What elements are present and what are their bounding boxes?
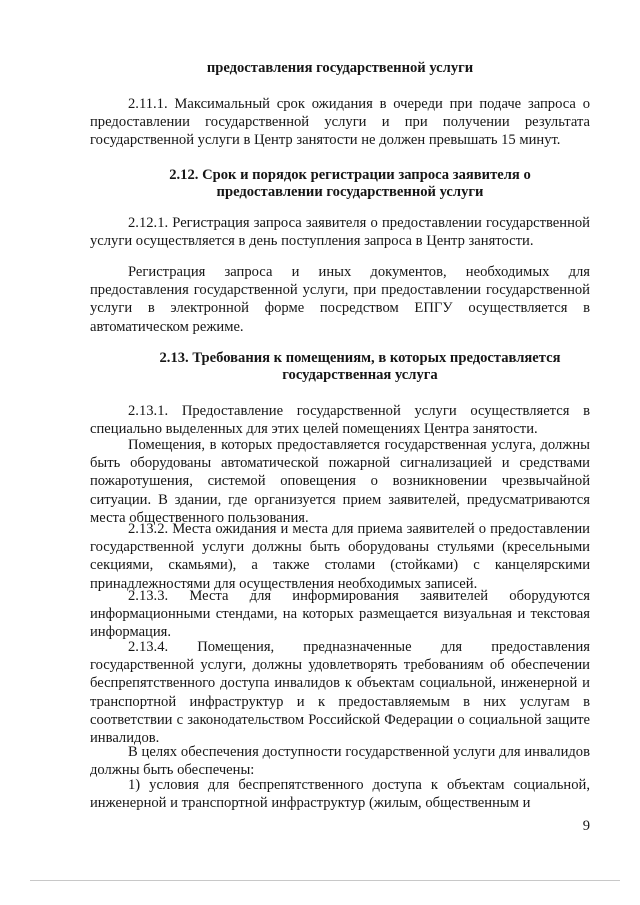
paragraph-2-13-4: 2.13.4. Помещения, предназначенные для предоставления государственной услуги, должны удовлетворять требованиям об обеспечении беспрепятственного доступа инвалидов к объектам социальной, инженерной и транспортной инфраструктур и к предоставляемым в них услугам в соответствии с законодательством Российской Федерации о социальной защите инвалидов. [90,639,590,747]
section-heading-2-13: 2.13. Требования к помещениям, в которых предоставляется государственная услуга [159,350,561,383]
page-number: 9 [582,818,590,834]
paragraph-2-13-2: 2.13.2. Места ожидания и места для приема заявителей о предоставлении государственной услуги должны быть оборудованы стульями (кресельными секциями, скамьями), а также столами (стойками) с канцелярскими принадлежностями для осуществления необходимых записей. [90,521,590,592]
paragraph-2-13-1: 2.13.1. Предоставление государственной услуги осуществляется в специально выделенных для этих целей помещениях Центра занятости. [90,403,590,438]
paragraph-list-item-1: 1) условия для беспрепятственного доступа к объектам социальной, инженерной и транспортной инфраструктур (жилым, общественным и [90,777,590,812]
scan-edge-line [30,880,620,881]
paragraph-2-13-1-cont: Помещения, в которых предоставляется государственная услуга, должны быть оборудованы автоматической пожарной сигнализацией и средствами пожаротушения, системой оповещения о возникновении чрезвычайной ситуации. В здании, где организуется прием заявителей, предусматриваются места общественного пользования. [90,437,590,526]
top-heading: предоставления государственной услуги [206,60,474,76]
paragraph-2-12-1: 2.12.1. Регистрация запроса заявителя о предоставлении государственной услуги осуществляется в день поступления запроса в Центр занятости. [90,215,590,250]
paragraph-2-13-4-cont: В целях обеспечения доступности государственной услуги для инвалидов должны быть обеспечены: [90,744,590,779]
section-heading-2-12: 2.12. Срок и порядок регистрации запроса заявителя о предоставлении государственной услуги [169,167,531,200]
paragraph-2-11-1: 2.11.1. Максимальный срок ожидания в очереди при подаче запроса о предоставлении государственной услуги и при получении результата государственной услуги в Центр занятости не должен превышать 15 минут. [90,96,590,149]
paragraph-2-12-1-cont: Регистрация запроса и иных документов, необходимых для предоставления государственной услуги, при предоставлении государственной услуги в электронной форме посредством ЕПГУ осуществляется в автоматическом режиме. [90,264,590,335]
paragraph-2-13-3: 2.13.3. Места для информирования заявителей оборудуются информационными стендами, на которых размещается визуальная и текстовая информация. [90,588,590,641]
